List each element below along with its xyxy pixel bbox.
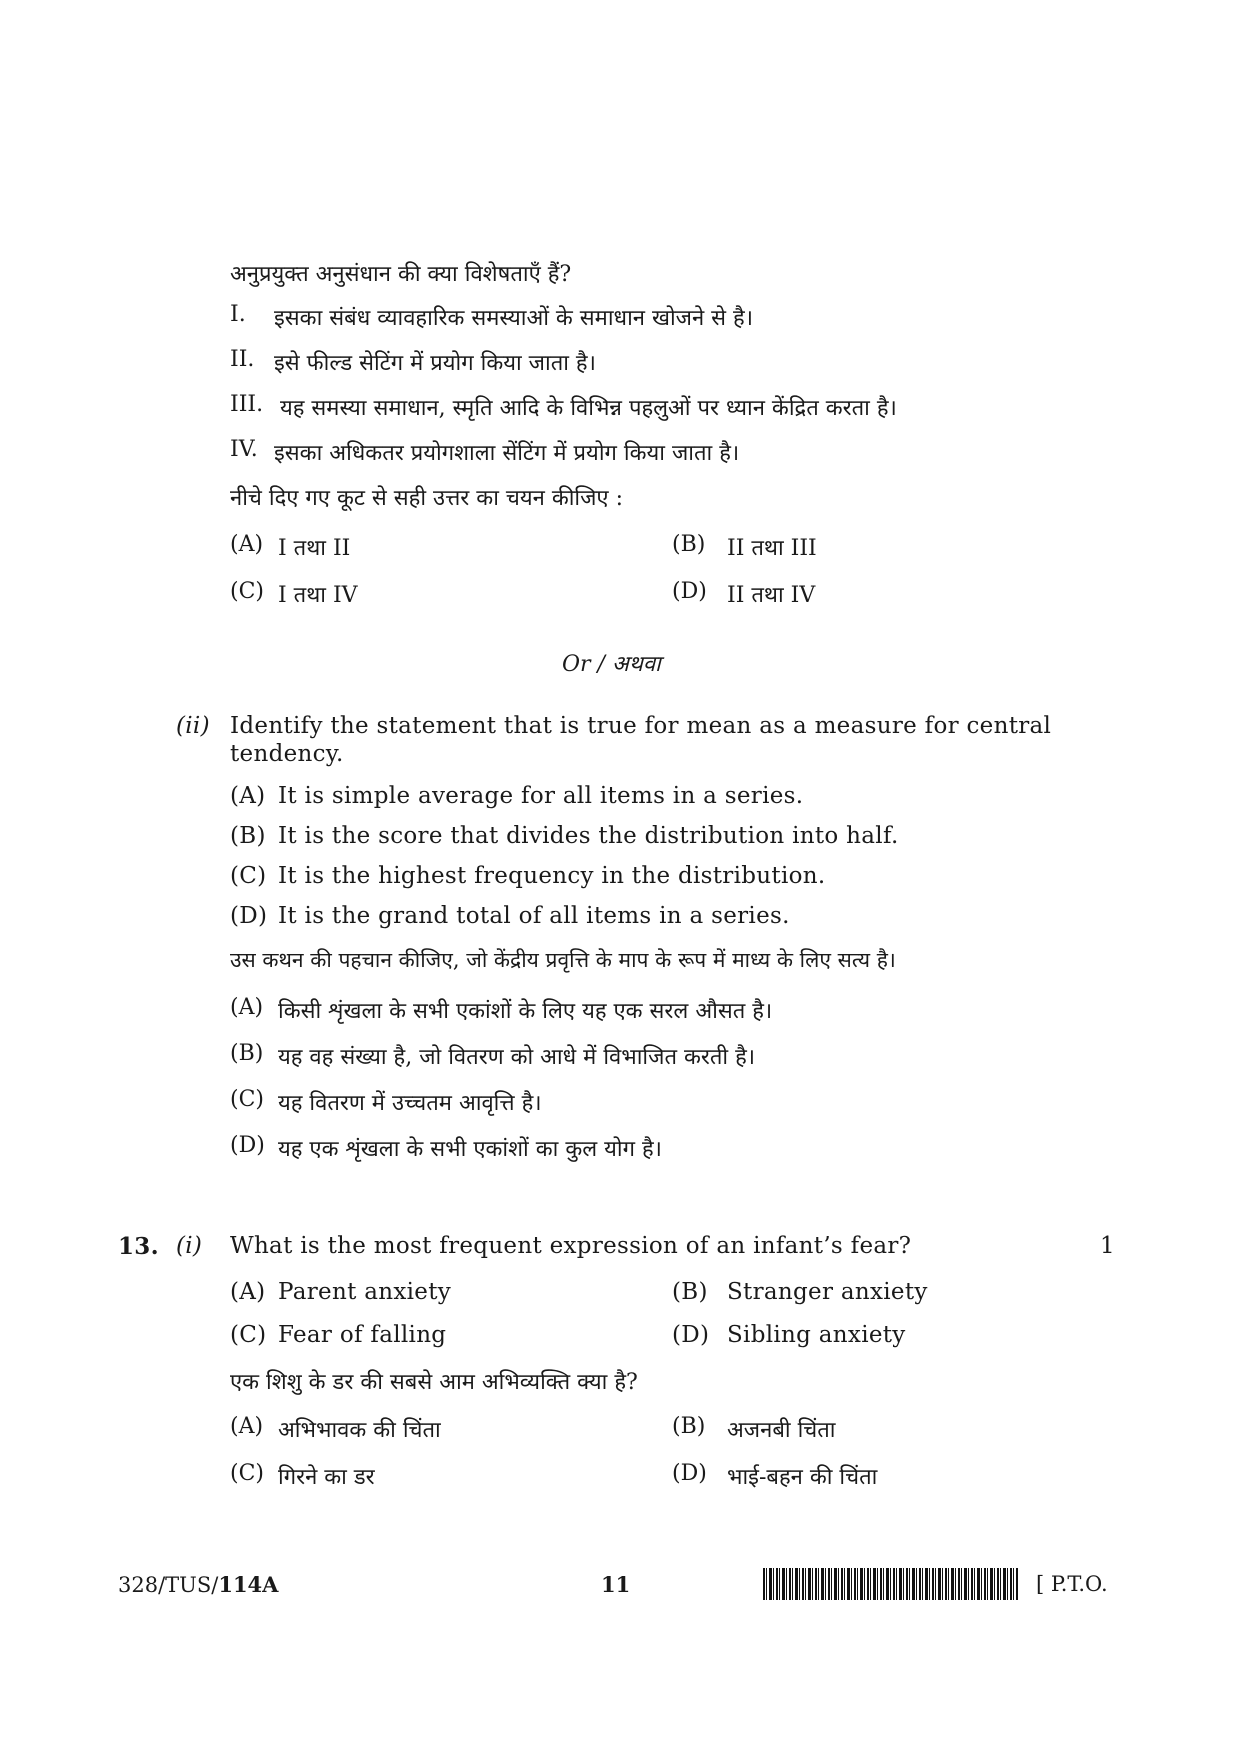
paper-code-prefix: 328/TUS/ xyxy=(118,1573,219,1597)
q12-ii-option-b xyxy=(230,823,899,849)
q13-marks: 1 xyxy=(1100,1233,1115,1259)
q12-ii-stem-line2: tendency. xyxy=(230,741,344,767)
q12-option-a xyxy=(230,532,350,562)
pto-marker: [ P.T.O. xyxy=(1036,1572,1108,1596)
option-label: (A) xyxy=(230,1414,264,1439)
q13-number: 13. xyxy=(118,1233,159,1260)
q12-ii-hindi-option-a xyxy=(230,995,772,1025)
statement-text: इसका अधिकतर प्रयोगशाला सेंटिंग में प्रयोग किया जाता है। xyxy=(274,441,740,466)
q13-part: (i) xyxy=(176,1233,203,1259)
option-text: Sibling anxiety xyxy=(727,1322,906,1348)
option-label: (B) xyxy=(230,823,266,849)
option-label: (C) xyxy=(230,1087,264,1112)
option-label: (A) xyxy=(230,532,264,557)
statement-number: IV. xyxy=(230,437,258,462)
option-label: (B) xyxy=(230,1041,264,1066)
q12-ii-option-c xyxy=(230,863,825,889)
option-text: Fear of falling xyxy=(278,1322,447,1348)
option-text: Parent anxiety xyxy=(278,1279,452,1305)
barcode-icon xyxy=(763,1568,1018,1600)
q12-ii-option-a xyxy=(230,783,803,809)
q12-ii-hindi-option-c xyxy=(230,1087,542,1117)
q12-ii-hindi-stem: उस कथन की पहचान कीजिए, जो केंद्रीय प्रवृत्ति के माप के रूप में माध्य के लिए सत्य है। xyxy=(230,948,896,972)
option-label: (C) xyxy=(230,1322,267,1348)
option-text: अजनबी चिंता xyxy=(727,1418,836,1443)
option-text: It is the grand total of all items in a series. xyxy=(278,903,790,929)
q12-option-d xyxy=(672,579,815,609)
option-label: (D) xyxy=(672,1322,710,1348)
q13-hindi-option-b xyxy=(672,1414,836,1444)
q13-hindi-stem: एक शिशु के डर की सबसे आम अभिव्यक्ति क्या है? xyxy=(230,1370,638,1395)
option-label: (A) xyxy=(230,783,266,809)
option-label: (A) xyxy=(230,1279,266,1305)
q13-option-d xyxy=(672,1322,906,1348)
option-label: (B) xyxy=(672,1279,708,1305)
statement-number: I. xyxy=(230,302,246,327)
option-label: (D) xyxy=(230,1133,265,1158)
option-text: It is the score that divides the distribution into half. xyxy=(278,823,899,849)
option-text: II तथा IV xyxy=(727,583,816,608)
option-text: किसी शृंखला के सभी एकांशों के लिए यह एक सरल औसत है। xyxy=(278,999,773,1024)
option-text: यह वह संख्या है, जो वितरण को आधे में विभाजित करती है। xyxy=(278,1045,756,1070)
option-text: Stranger anxiety xyxy=(727,1279,928,1305)
q12-instruction: नीचे दिए गए कूट से सही उत्तर का चयन कीजिए : xyxy=(230,486,624,511)
statement-number: III. xyxy=(230,392,264,417)
option-text: भाई-बहन की चिंता xyxy=(727,1465,878,1490)
option-label: (D) xyxy=(672,579,707,604)
option-label: (D) xyxy=(230,903,268,929)
option-label: (C) xyxy=(230,579,264,604)
paper-code-bold: 114A xyxy=(218,1572,279,1597)
page-number: 11 xyxy=(601,1572,631,1597)
q13-option-a xyxy=(230,1279,451,1305)
option-text: यह एक शृंखला के सभी एकांशों का कुल योग है। xyxy=(278,1137,662,1162)
paper-code xyxy=(118,1572,278,1597)
q13-hindi-option-c xyxy=(230,1461,375,1491)
q13-option-c xyxy=(230,1322,446,1348)
q12-ii-number: (ii) xyxy=(176,713,210,739)
option-text: I तथा II xyxy=(278,536,351,561)
q12-ii-option-d xyxy=(230,903,790,929)
option-text: It is the highest frequency in the distribution. xyxy=(278,863,826,889)
q12-ii-hindi-option-d xyxy=(230,1133,662,1163)
option-label: (B) xyxy=(672,532,706,557)
q12-ii-hindi-option-b xyxy=(230,1041,755,1071)
statement-text: इसे फील्ड सेटिंग में प्रयोग किया जाता है। xyxy=(274,351,596,376)
q12-statement-4 xyxy=(230,437,739,467)
option-text: II तथा III xyxy=(727,536,817,561)
option-text: अभिभावक की चिंता xyxy=(278,1418,441,1443)
statement-text: इसका संबंध व्यावहारिक समस्याओं के समाधान खोजने से है। xyxy=(274,306,754,331)
q13-hindi-option-a xyxy=(230,1414,441,1444)
q12-option-c xyxy=(230,579,358,609)
option-text: I तथा IV xyxy=(278,583,358,608)
option-label: (B) xyxy=(672,1414,706,1439)
or-divider: Or / अथवा xyxy=(562,652,661,677)
option-text: It is simple average for all items in a series. xyxy=(278,783,804,809)
option-label: (C) xyxy=(230,863,267,889)
option-text: गिरने का डर xyxy=(278,1465,375,1490)
statement-text: यह समस्या समाधान, स्मृति आदि के विभिन्न पहलुओं पर ध्यान केंद्रित करता है। xyxy=(280,396,897,421)
q12-statement-3 xyxy=(230,392,897,422)
q12-ii-stem-line1: Identify the statement that is true for mean as a measure for central xyxy=(230,713,1052,739)
option-label: (A) xyxy=(230,995,264,1020)
option-text: यह वितरण में उच्चतम आवृत्ति है। xyxy=(278,1091,542,1116)
q12-statement-1 xyxy=(230,302,753,332)
option-label: (D) xyxy=(672,1461,707,1486)
q12-statement-2 xyxy=(230,347,596,377)
q12-hindi-stem: अनुप्रयुक्त अनुसंधान की क्या विशेषताएँ हैं? xyxy=(230,262,572,287)
statement-number: II. xyxy=(230,347,255,372)
q13-option-b xyxy=(672,1279,928,1305)
q13-stem: What is the most frequent expression of an infant’s fear? xyxy=(230,1233,912,1259)
q13-hindi-option-d xyxy=(672,1461,877,1491)
q12-option-b xyxy=(672,532,817,562)
option-label: (C) xyxy=(230,1461,264,1486)
